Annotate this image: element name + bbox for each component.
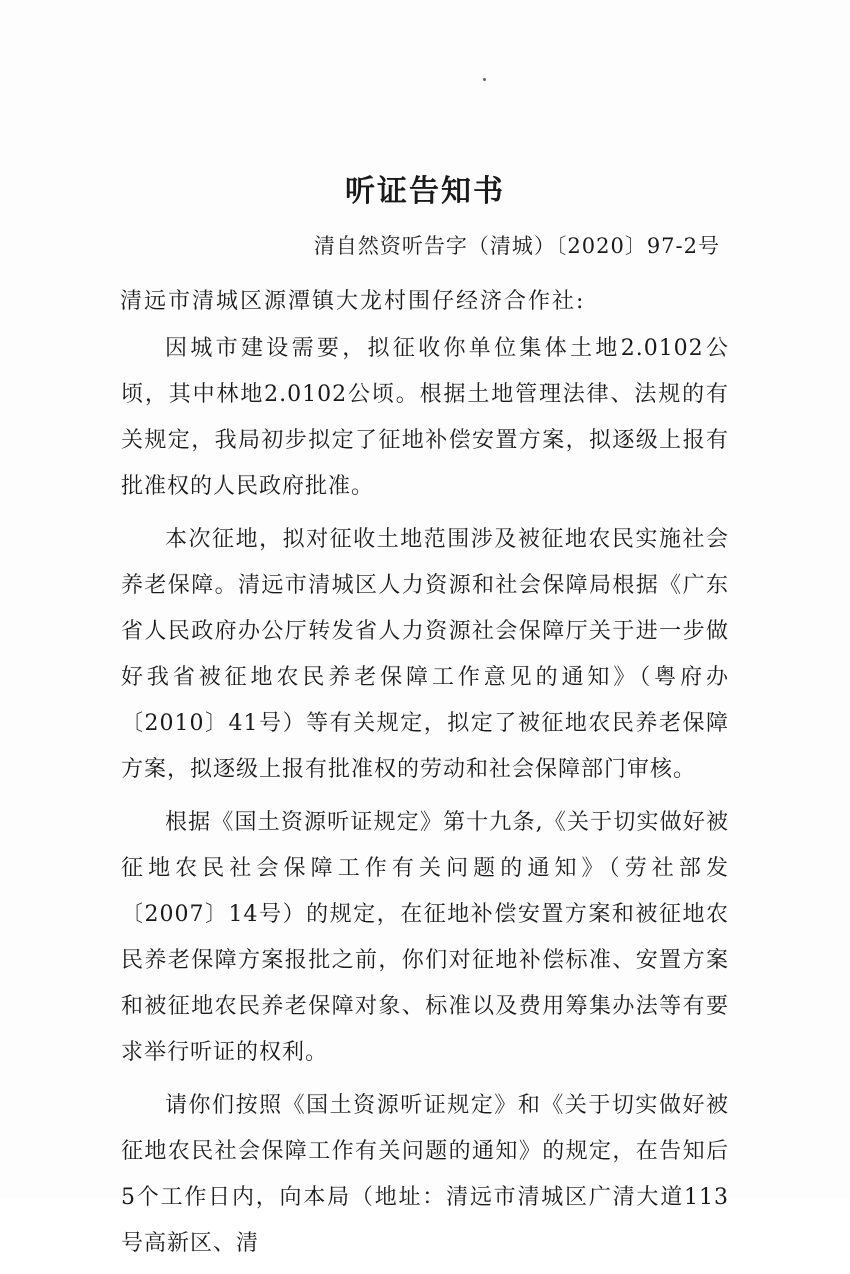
paragraph-hearing-request: 请你们按照《国土资源听证规定》和《关于切实做好被征地农民社会保障工作有关问题的通知》的规定，在告知后5个工作日内，向本局（地址：清远市清城区广清大道113号高新区、清 (121, 1093, 729, 1256)
paragraph-land-acquisition: 因城市建设需要，拟征收你单位集体土地2.0102公顷，其中林地2.0102公顷。根据土地管理法律、法规的有关规定，我局初步拟定了征地补偿安置方案，拟逐级上报有批准权的人民政府批准。 (121, 336, 729, 499)
scan-speck (483, 78, 486, 81)
paragraph-hearing-rights: 根据《国土资源听证规定》第十九条,《关于切实做好被征地农民社会保障工作有关问题的通知》（劳社部发〔2007〕14号）的规定，在征地补偿安置方案和被征地农民养老保障方案报批之前，你们对征地补偿标准、安置方案和被征地农民养老保障对象、标准以及费用筹集办法等有要求举行听证的权利。 (121, 810, 729, 1065)
paragraph-social-security: 本次征地，拟对征收土地范围涉及被征地农民实施社会养老保障。清远市清城区人力资源和社会保障局根据《广东省人民政府办公厅转发省人力资源社会保障厅关于进一步做好我省被征地农民养老保障工作意见的通知》（粤府办〔2010〕41号）等有关规定，拟定了被征地农民养老保障方案，拟逐级上报有批准权的劳动和社会保障部门审核。 (121, 527, 729, 782)
document-title: 听证告知书 (345, 174, 505, 209)
document-body (121, 326, 729, 1274)
addressee-line: 清远市清城区源潭镇大龙村围仔经济合作社: (120, 289, 586, 314)
document-number: 清自然资听告字（清城）〔2020〕97-2号 (313, 234, 720, 258)
